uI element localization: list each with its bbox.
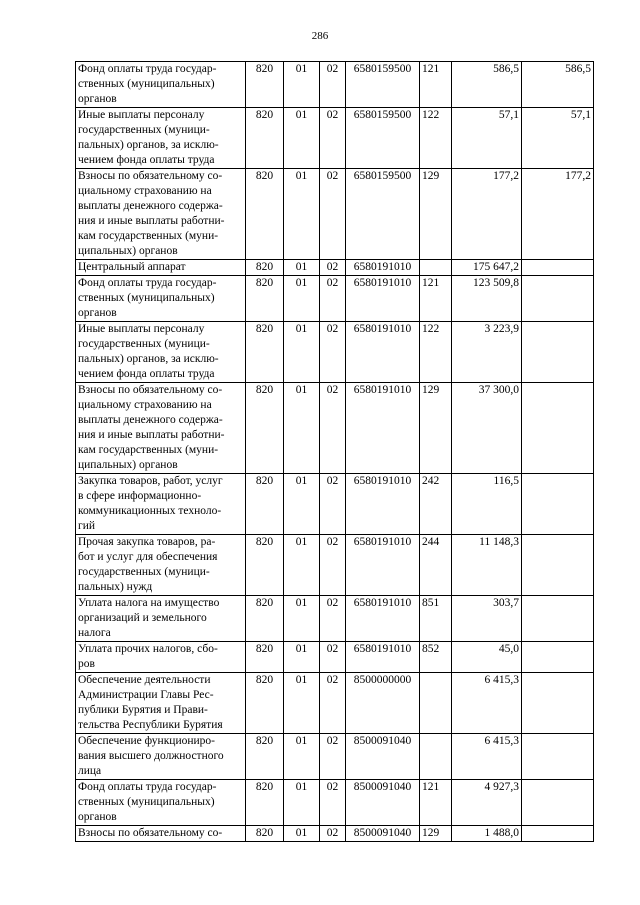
subsection-code: 02: [320, 734, 346, 780]
amount: 11 148,3: [452, 535, 522, 596]
amount-second: 586,5: [522, 62, 594, 108]
target-article-code: 8500091040: [346, 826, 420, 842]
ministry-code: 820: [246, 642, 284, 673]
table-row: [76, 780, 594, 826]
ministry-code: 820: [246, 596, 284, 642]
ministry-code: 820: [246, 169, 284, 260]
amount-second: [522, 383, 594, 474]
target-article-code: 6580191010: [346, 596, 420, 642]
ministry-code: 820: [246, 734, 284, 780]
amount-second: [522, 260, 594, 276]
subsection-code: 02: [320, 673, 346, 734]
table-row: [76, 642, 594, 673]
amount: 303,7: [452, 596, 522, 642]
expense-type-code: 851: [420, 596, 452, 642]
ministry-code: 820: [246, 535, 284, 596]
subsection-code: 02: [320, 108, 346, 169]
row-name: Обеспечение функциониро- вания высшего должностного лица: [76, 734, 246, 780]
expense-type-code: 121: [420, 780, 452, 826]
row-name: Центральный аппарат: [76, 260, 246, 276]
section-code: 01: [284, 673, 320, 734]
section-code: 01: [284, 826, 320, 842]
amount-second: 57,1: [522, 108, 594, 169]
section-code: 01: [284, 62, 320, 108]
section-code: 01: [284, 383, 320, 474]
page-number: 286: [311, 30, 329, 42]
table-row: [76, 474, 594, 535]
table-row: [76, 276, 594, 322]
ministry-code: 820: [246, 474, 284, 535]
table-row: [76, 62, 594, 108]
expense-type-code: 122: [420, 108, 452, 169]
expense-type-code: 129: [420, 169, 452, 260]
target-article-code: 6580159500: [346, 108, 420, 169]
table-row: [76, 673, 594, 734]
row-name: Фонд оплаты труда государ- ственных (муниципальных) органов: [76, 780, 246, 826]
ministry-code: 820: [246, 673, 284, 734]
amount-second: [522, 780, 594, 826]
amount: 177,2: [452, 169, 522, 260]
target-article-code: 6580191010: [346, 322, 420, 383]
row-name: Фонд оплаты труда государ- ственных (муниципальных) органов: [76, 62, 246, 108]
ministry-code: 820: [246, 62, 284, 108]
target-article-code: 6580191010: [346, 535, 420, 596]
amount: 6 415,3: [452, 734, 522, 780]
expense-type-code: [420, 673, 452, 734]
amount-second: [522, 474, 594, 535]
subsection-code: 02: [320, 642, 346, 673]
row-name: Иные выплаты персоналу государственных (муници- пальных) органов, за исклю- чением фонда оплаты труда: [76, 322, 246, 383]
amount: 37 300,0: [452, 383, 522, 474]
amount-second: [522, 642, 594, 673]
table-row: [76, 826, 594, 842]
table-row: [76, 108, 594, 169]
expense-type-code: 129: [420, 383, 452, 474]
subsection-code: 02: [320, 62, 346, 108]
section-code: 01: [284, 596, 320, 642]
section-code: 01: [284, 642, 320, 673]
subsection-code: 02: [320, 780, 346, 826]
row-name: Уплата налога на имущество организаций и земельного налога: [76, 596, 246, 642]
target-article-code: 8500000000: [346, 673, 420, 734]
row-name: Обеспечение деятельности Администрации Главы Рес- публики Бурятия и Прави- тельства Республики Бурятия: [76, 673, 246, 734]
target-article-code: 6580191010: [346, 474, 420, 535]
ministry-code: 820: [246, 826, 284, 842]
expense-type-code: 121: [420, 62, 452, 108]
target-article-code: 6580191010: [346, 383, 420, 474]
amount-second: [522, 535, 594, 596]
expense-type-code: 122: [420, 322, 452, 383]
subsection-code: 02: [320, 260, 346, 276]
target-article-code: 8500091040: [346, 734, 420, 780]
row-name: Взносы по обязательному со-: [76, 826, 246, 842]
table-row: [76, 535, 594, 596]
subsection-code: 02: [320, 169, 346, 260]
table-row: [76, 322, 594, 383]
ministry-code: 820: [246, 780, 284, 826]
amount: 3 223,9: [452, 322, 522, 383]
budget-table: [75, 61, 594, 842]
ministry-code: 820: [246, 260, 284, 276]
amount: 123 509,8: [452, 276, 522, 322]
amount-second: [522, 276, 594, 322]
amount: 586,5: [452, 62, 522, 108]
section-code: 01: [284, 276, 320, 322]
section-code: 01: [284, 260, 320, 276]
target-article-code: 6580191010: [346, 276, 420, 322]
amount-second: [522, 734, 594, 780]
target-article-code: 6580159500: [346, 169, 420, 260]
amount: 116,5: [452, 474, 522, 535]
ministry-code: 820: [246, 276, 284, 322]
amount: 175 647,2: [452, 260, 522, 276]
amount-second: 177,2: [522, 169, 594, 260]
amount-second: [522, 596, 594, 642]
row-name: Взносы по обязательному со- циальному страхованию на выплаты денежного содержа- ния и иные выплаты работни- кам государственных (муни- ципальных) органов: [76, 169, 246, 260]
target-article-code: 8500091040: [346, 780, 420, 826]
row-name: Закупка товаров, работ, услуг в сфере информационно- коммуникационных техноло- гий: [76, 474, 246, 535]
expense-type-code: [420, 260, 452, 276]
row-name: Фонд оплаты труда государ- ственных (муниципальных) органов: [76, 276, 246, 322]
amount-second: [522, 826, 594, 842]
table-row: [76, 596, 594, 642]
expense-type-code: [420, 734, 452, 780]
amount: 6 415,3: [452, 673, 522, 734]
section-code: 01: [284, 474, 320, 535]
ministry-code: 820: [246, 383, 284, 474]
expense-type-code: 244: [420, 535, 452, 596]
subsection-code: 02: [320, 826, 346, 842]
subsection-code: 02: [320, 322, 346, 383]
subsection-code: 02: [320, 474, 346, 535]
table-row: [76, 383, 594, 474]
amount-second: [522, 673, 594, 734]
section-code: 01: [284, 734, 320, 780]
subsection-code: 02: [320, 276, 346, 322]
subsection-code: 02: [320, 535, 346, 596]
section-code: 01: [284, 108, 320, 169]
row-name: Прочая закупка товаров, ра- бот и услуг для обеспечения государственных (муници- пальных) нужд: [76, 535, 246, 596]
amount: 4 927,3: [452, 780, 522, 826]
row-name: Взносы по обязательному со- циальному страхованию на выплаты денежного содержа- ния и иные выплаты работни- кам государственных (муни- ципальных) органов: [76, 383, 246, 474]
ministry-code: 820: [246, 322, 284, 383]
table-row: [76, 169, 594, 260]
section-code: 01: [284, 322, 320, 383]
subsection-code: 02: [320, 383, 346, 474]
row-name: Иные выплаты персоналу государственных (муници- пальных) органов, за исклю- чением фонда оплаты труда: [76, 108, 246, 169]
target-article-code: 6580159500: [346, 62, 420, 108]
section-code: 01: [284, 169, 320, 260]
expense-type-code: 852: [420, 642, 452, 673]
section-code: 01: [284, 780, 320, 826]
ministry-code: 820: [246, 108, 284, 169]
expense-type-code: 242: [420, 474, 452, 535]
row-name: Уплата прочих налогов, сбо- ров: [76, 642, 246, 673]
amount: 45,0: [452, 642, 522, 673]
table-row: [76, 260, 594, 276]
amount-second: [522, 322, 594, 383]
table-row: [76, 734, 594, 780]
subsection-code: 02: [320, 596, 346, 642]
target-article-code: 6580191010: [346, 260, 420, 276]
amount: 57,1: [452, 108, 522, 169]
section-code: 01: [284, 535, 320, 596]
expense-type-code: 121: [420, 276, 452, 322]
expense-type-code: 129: [420, 826, 452, 842]
target-article-code: 6580191010: [346, 642, 420, 673]
amount: 1 488,0: [452, 826, 522, 842]
